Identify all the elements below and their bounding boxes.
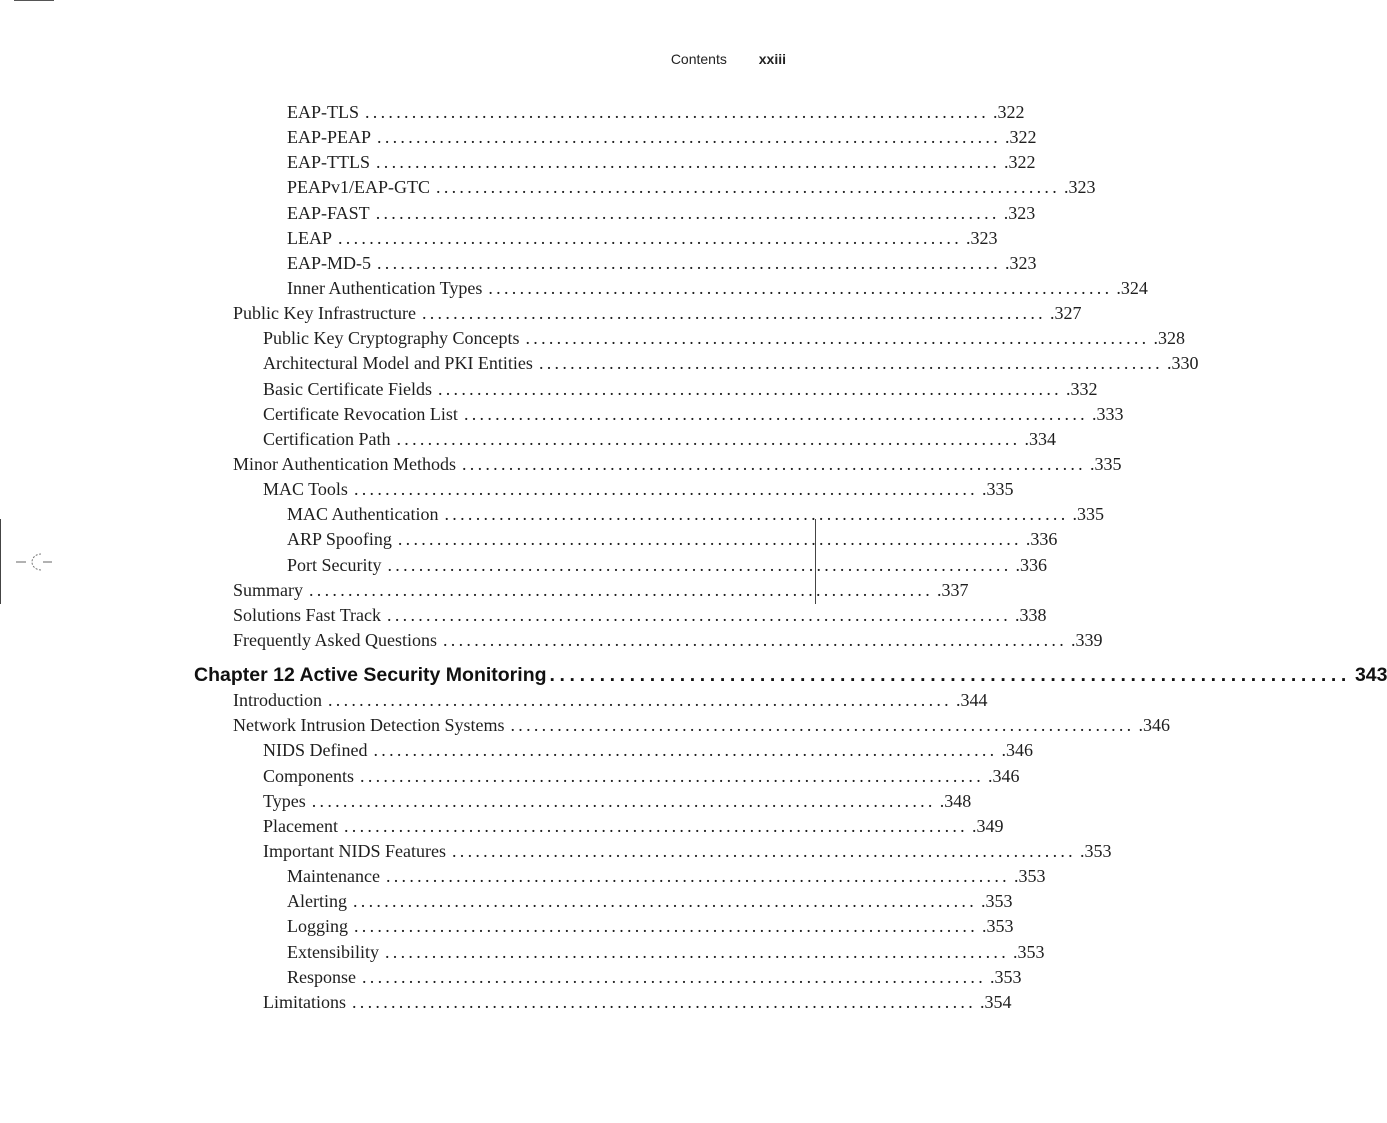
toc-entry-title: LEAP	[287, 228, 332, 248]
toc-entry-title: MAC Tools	[263, 479, 348, 499]
dot-leader: ................................................................................	[362, 967, 986, 987]
dot-leader: ................................................................................	[377, 127, 1002, 147]
dot-leader: ................................................................................	[525, 328, 1150, 348]
toc-entry-title: Network Intrusion Detection Systems	[233, 715, 505, 735]
toc-entry-page: .346	[1001, 740, 1033, 760]
dot-leader: ................................................................................	[352, 992, 976, 1012]
dot-leader: ................................................................................	[353, 891, 977, 911]
toc-entry-title: Public Key Infrastructure	[233, 303, 416, 323]
toc-entry-page: .339	[1071, 630, 1103, 650]
toc-entry	[233, 603, 1047, 627]
toc-entry-page: .349	[971, 816, 1004, 836]
toc-entry-title: Chapter 12 Active Security Monitoring	[194, 664, 547, 686]
toc-entry-title: Important NIDS Features	[263, 841, 446, 861]
toc-entry-title: NIDS Defined	[263, 740, 368, 760]
dot-leader: ................................................................................	[510, 715, 1135, 735]
toc-entry	[263, 377, 1098, 401]
toc-entry-page: .330	[1166, 353, 1199, 373]
toc-entry-page: .337	[937, 580, 969, 600]
toc-entry-page: .346	[988, 766, 1020, 786]
toc-entry-page: .335	[1072, 504, 1104, 524]
running-head-page-number: xxiii	[758, 51, 786, 67]
toc-entry	[263, 477, 1014, 501]
toc-entry-page: .323	[1003, 203, 1036, 223]
toc-entry-page: .328	[1153, 328, 1185, 348]
toc-entry	[287, 502, 1104, 526]
toc-entry-title: Public Key Cryptography Concepts	[263, 328, 520, 348]
toc-entry-title: Maintenance	[287, 866, 380, 886]
toc-entry	[263, 427, 1056, 451]
toc-entry-title: Certification Path	[263, 429, 391, 449]
toc-entry	[263, 990, 1012, 1014]
toc-entry	[287, 965, 1022, 989]
toc-entry-page: .353	[981, 891, 1013, 911]
toc-entry	[233, 628, 1103, 652]
toc-entry-title: Response	[287, 967, 356, 987]
dot-leader: ................................................................................	[327, 690, 952, 710]
toc-entry	[287, 125, 1037, 149]
toc-entry-page: .323	[1005, 253, 1037, 273]
toc-entry-page: .336	[1015, 555, 1047, 575]
dot-leader: ................................................................................	[365, 102, 989, 122]
toc-entry	[287, 553, 1047, 577]
toc-entry-title: MAC Authentication	[287, 504, 439, 524]
toc-entry-title: Components	[263, 766, 355, 786]
toc-entry-page: .353	[1079, 841, 1112, 861]
dot-leader: ................................................................................	[385, 866, 1010, 886]
toc-entry	[233, 452, 1122, 476]
toc-entry-page: .334	[1024, 429, 1056, 449]
dot-leader: ................................................................................	[343, 816, 968, 836]
dot-leader: ................................................................................	[396, 429, 1021, 449]
registration-mark-icon	[14, 550, 54, 574]
toc-entry	[287, 251, 1037, 275]
toc-entry	[233, 713, 1170, 737]
toc-entry	[287, 527, 1058, 551]
dot-leader: ................................................................................	[311, 791, 936, 811]
toc-entry	[263, 789, 972, 813]
dot-leader: ................................................................................	[461, 454, 1086, 474]
toc-entry-page: .353	[990, 967, 1022, 987]
toc-entry-title: Placement	[263, 816, 338, 836]
toc-entry	[263, 402, 1124, 426]
toc-entry-page: .336	[1025, 529, 1058, 549]
toc-entry-title: Port Security	[287, 555, 382, 575]
toc-entry-page: .327	[1049, 303, 1082, 323]
trim-mark-left	[0, 519, 1, 604]
toc-entry-title: Inner Authentication Types	[287, 278, 483, 298]
toc-entry	[263, 814, 1004, 838]
toc-chapter-heading	[194, 661, 1387, 689]
dot-leader: ................................................................................	[444, 504, 1069, 524]
toc-entry	[287, 914, 1014, 938]
toc-entry-title: EAP-TTLS	[287, 152, 370, 172]
crop-mark	[14, 0, 54, 1]
toc-entry	[287, 201, 1036, 225]
toc-entry-page: .353	[1013, 866, 1046, 886]
toc-entry-title: EAP-FAST	[287, 203, 370, 223]
toc-entry-page: .338	[1015, 605, 1047, 625]
toc-entry-title: Solutions Fast Track	[233, 605, 382, 625]
toc-entry-title: Certificate Revocation List	[263, 404, 458, 424]
toc-entry-page: .323	[1064, 177, 1096, 197]
dot-leader: ................................................................................	[397, 529, 1022, 549]
toc-entry-title: Summary	[233, 580, 303, 600]
toc-entry-title: Limitations	[263, 992, 346, 1012]
toc-entry	[263, 764, 1020, 788]
toc-entry-title: EAP-PEAP	[287, 127, 372, 147]
toc-entry-page: 343	[1354, 664, 1387, 686]
dot-leader: ................................................................................	[338, 228, 962, 248]
toc-entry-page: .344	[955, 690, 988, 710]
toc-entry-page: .332	[1065, 379, 1098, 399]
toc-entry	[287, 150, 1036, 174]
toc-entry-page: .323	[966, 228, 998, 248]
toc-entry	[287, 175, 1096, 199]
toc-entry	[287, 940, 1045, 964]
toc-entry	[263, 839, 1112, 863]
dot-leader: ................................................................................	[360, 766, 985, 786]
toc-entry-title: Extensibility	[287, 942, 379, 962]
toc-entry-title: Logging	[287, 916, 348, 936]
toc-entry-title: Types	[263, 791, 306, 811]
toc-entry-page: .346	[1138, 715, 1170, 735]
toc-entry	[287, 864, 1046, 888]
toc-entry	[287, 226, 998, 250]
dot-leader: ................................................................................	[463, 404, 1088, 424]
toc-entry-page: .335	[1089, 454, 1122, 474]
dot-leader: ................................................................................	[421, 303, 1046, 323]
dot-leader: ................................................................................	[375, 203, 1000, 223]
toc-entry	[287, 100, 1025, 124]
toc-entry-title: ARP Spoofing	[287, 529, 392, 549]
toc-entry-page: .322	[1005, 127, 1037, 147]
toc-entry-page: .353	[982, 916, 1014, 936]
toc-entry-title: Basic Certificate Fields	[263, 379, 432, 399]
dot-leader: ................................................................................	[488, 278, 1113, 298]
dot-leader: ................................................................................	[353, 479, 978, 499]
toc-entry-page: .322	[1004, 152, 1036, 172]
toc-entry-page: .353	[1013, 942, 1045, 962]
toc-entry-page: .348	[939, 791, 972, 811]
toc-entry-title: Introduction	[233, 690, 322, 710]
toc-entry-title: Architectural Model and PKI Entities	[263, 353, 533, 373]
dot-leader: ................................................................................	[538, 353, 1163, 373]
dot-leader: ................................................................................	[354, 916, 978, 936]
dot-leader: ................................................................................	[373, 740, 998, 760]
dot-leader: ................................................................................	[376, 152, 1000, 172]
dot-leader: ................................................................................	[385, 942, 1009, 962]
toc-entry	[233, 301, 1082, 325]
toc-entry-title: Alerting	[287, 891, 347, 911]
dot-leader: ................................................................................	[377, 253, 1001, 273]
dot-leader: ................................................................................	[437, 379, 1062, 399]
toc-entry-title: Minor Authentication Methods	[233, 454, 456, 474]
toc-entry	[287, 889, 1013, 913]
toc-entry	[263, 738, 1033, 762]
toc-entry	[287, 276, 1148, 300]
toc-entry-page: .354	[980, 992, 1012, 1012]
dot-leader: ................................................................................	[451, 841, 1076, 861]
toc-entry-page: .333	[1091, 404, 1124, 424]
dot-leader: ................................................................................	[436, 177, 1061, 197]
toc-entry	[233, 578, 969, 602]
dot-leader: ................................................................................	[387, 555, 1012, 575]
toc-entry-page: .335	[981, 479, 1014, 499]
toc-entry-page: .324	[1116, 278, 1148, 298]
dot-leader: ................................................................................	[443, 630, 1067, 650]
running-head	[671, 51, 786, 69]
toc-entry	[233, 688, 988, 712]
running-head-section: Contents	[670, 51, 727, 67]
toc-entry	[263, 326, 1185, 350]
toc-entry-title: EAP-TLS	[287, 102, 359, 122]
toc-entry-title: Frequently Asked Questions	[233, 630, 437, 650]
dot-leader: ................................................................................	[309, 580, 933, 600]
dot-leader: ................................................................................	[387, 605, 1012, 625]
toc-entry-page: .322	[993, 102, 1025, 122]
toc-entry-title: PEAPv1/EAP-GTC	[287, 177, 431, 197]
dot-leader: ................................................................................	[549, 664, 1351, 686]
toc-entry-title: EAP-MD-5	[287, 253, 371, 273]
toc-entry	[263, 351, 1199, 375]
